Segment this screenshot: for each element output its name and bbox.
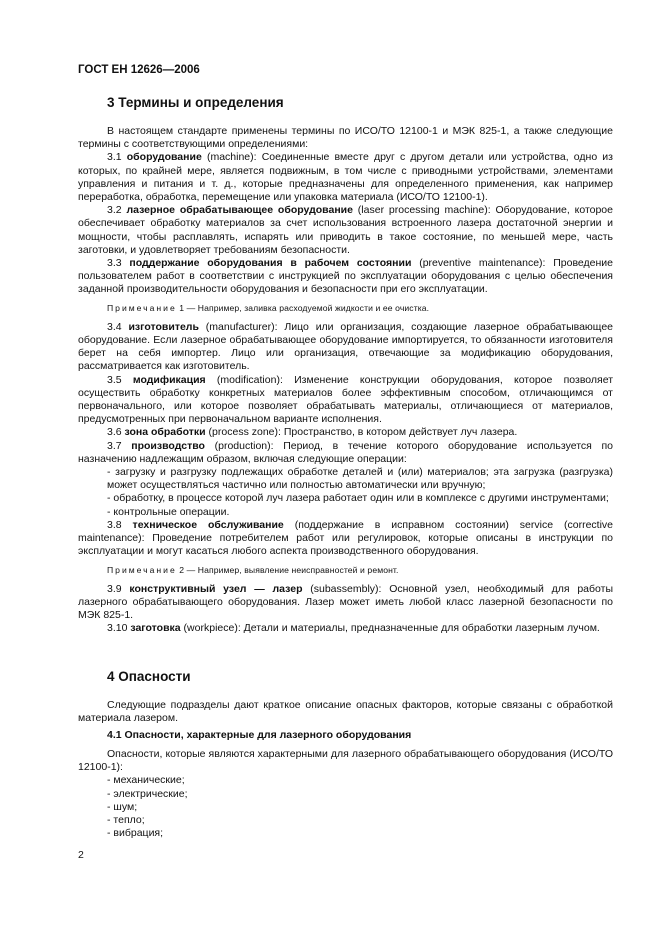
term-3-4: 3.4 изготовитель (manufacturer): Лицо или организация, создающие лазерное обрабатывающее оборудование. Если лазерное обрабатывающее оборудование импортируется, то обязанности изготовителя берет на себя импортер. Лицо или организация, отвечающие за модификацию оборудования, рассматривается как изготовитель.: [78, 320, 614, 373]
term-3-8: 3.8 техническое обслуживание (поддержание в исправном состоянии) service (corrective maintenance): Проведение потребителем работ или регулировок, которые описаны в инструкции по эксплуатации и могут касаться любого аспекта производственного оборудования.: [78, 518, 613, 558]
section-3-body: [78, 125, 613, 636]
term-3-9: 3.9 конструктивный узел — лазер (subassembly): Основной узел, необходимый для работы лазерного обрабатывающего оборудования. Лазер может иметь любой класс лазерной безопасности по МЭК 825-1.: [78, 582, 613, 622]
term-3-1: 3.1 оборудование (machine): Соединенные вместе друг с другом детали или устройства, одно из которых, по крайней мере, является подвижным, в том числе с приводными устройствами, элементами управления и питания и т. д., которые предназначены для определенного применения, как например переработка, обработка, перемещение или упаковка материала (ИСО/ТО 12100-1).: [78, 151, 613, 204]
term-3-3: 3.3 поддержание оборудования в рабочем состоянии (preventive maintenance): Проведение пользователем работ в соответствии с инструкцией по эксплуатации оборудования с целью обеспечения заданной производительности оборудования и безопасности при его эксплуатации.: [78, 257, 613, 296]
list-item: - электрические;: [107, 787, 188, 800]
page-number: 2: [78, 849, 84, 861]
list-item: - тепло;: [107, 814, 145, 827]
term-3-2: 3.2 лазерное обрабатывающее оборудование (laser processing machine): Оборудование, которое обеспечивает обработку материалов за счет использования встроенного лазера достаточной энергии и мощности, чтобы расплавлять, испарять или приводить в такое состояние, по меньшей мере, часть заготовки, и удовлетворяет требованиям безопасности.: [78, 204, 613, 256]
list-item: - вибрация;: [107, 827, 164, 840]
term-3-7: 3.7 производство (production): Период, в течение которого оборудование используется по назначению надлежащим образом, включая следующие операции:: [78, 439, 614, 465]
section-3-intro: В настоящем стандарте применены термины по ИСО/ТО 12100-1 и МЭК 825-1, а также следующие термины с соответствующими определениями:: [78, 125, 613, 151]
subsection-4-1-intro: Опасности, которые являются характерными для лазерного обрабатывающего оборудования (ИСО/ТО 12100-1):: [78, 748, 613, 774]
note-1: Примечание 1 — Например, заливка расходуемой жидкости и ее очистка.: [107, 302, 430, 313]
section-4-title: 4 Опасности: [107, 669, 191, 684]
section-4-intro-block: [78, 699, 613, 725]
term-3-5: 3.5 модификация (modification): Изменение конструкции оборудования, которое позволяет осуществить обработку конкретных материалов более эффективным способом, отличающимся от первоначального, или которое позволяет обрабатывать материалы, отличающиеся от материалов, предусмотренных при первоначальном варианте исполнения.: [78, 373, 614, 426]
section-4-intro: Следующие подразделы дают краткое описание опасных факторов, которые связаны с обработкой материала лазером.: [78, 699, 613, 725]
list-item: - обработку, в процессе которой луч лазера работает один или в комплексе с другими инструментами;: [107, 492, 609, 505]
document-header: ГОСТ ЕН 12626—2006: [78, 64, 200, 76]
list-item: - механические;: [107, 774, 185, 787]
list-item: - загрузку и разгрузку подлежащих обработке деталей и (или) материалов; эта загрузка (разгрузка) может осуществляться частично или полностью автоматически или вручную;: [107, 466, 613, 492]
list-item: - контрольные операции.: [107, 505, 230, 518]
section-3-title: 3 Термины и определения: [107, 95, 284, 110]
note-2: Примечание 2 — Например, выявление неисправностей и ремонт.: [107, 564, 399, 575]
subsection-4-1-body: [78, 748, 613, 840]
term-3-6: 3.6 зона обработки (process zone): Пространство, в котором действует луч лазера.: [107, 426, 518, 439]
list-item: - шум;: [107, 800, 138, 813]
term-3-10: 3.10 заготовка (workpiece): Детали и материалы, предназначенные для обработки лазерным лучом.: [107, 622, 600, 635]
subsection-4-1-title: 4.1 Опасности, характерные для лазерного оборудования: [107, 729, 412, 741]
